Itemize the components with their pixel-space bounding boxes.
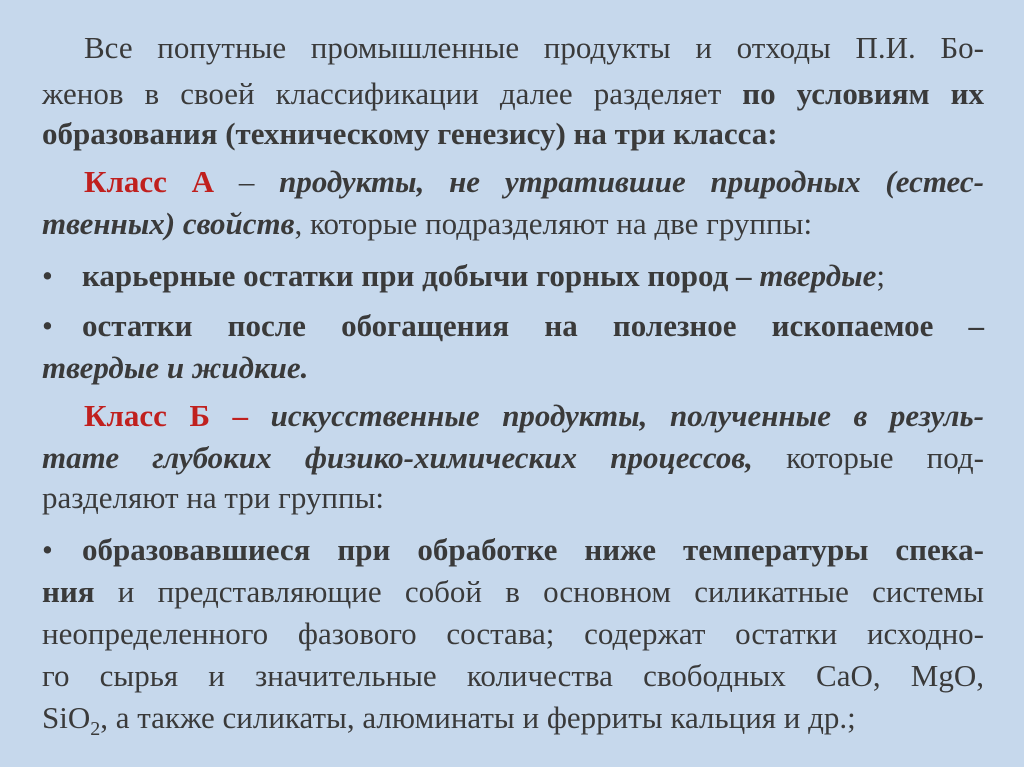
- bullet-symbol: •: [42, 532, 53, 567]
- bullet-text: образовавшиеся при обработке ниже температуры спека-: [82, 532, 984, 567]
- class-b-description: тате глубоких физико-химических процессов,: [42, 440, 753, 475]
- intro-emphasis: образования (техническому генезису) на три класса:: [42, 116, 778, 151]
- bullet-body: неопределенного фазового состава; содержат остатки исходно-: [42, 616, 984, 651]
- class-b-text: разделяют на три группы:: [42, 480, 385, 515]
- class-a-line-2: [42, 204, 984, 244]
- bullet-text: ния: [42, 574, 95, 609]
- class-b-description: искусственные продукты, полученные в резуль-: [248, 398, 984, 433]
- class-b-line-2: [42, 438, 984, 478]
- class-b-label: Класс Б –: [84, 398, 249, 433]
- intro-text: Все попутные промышленные продукты и отходы П.И. Бо-: [84, 30, 984, 65]
- intro-emphasis: по условиям их: [742, 76, 984, 111]
- intro-line-1: [84, 28, 984, 68]
- bullet-body: SiO: [42, 700, 91, 735]
- intro-line-2: [42, 74, 984, 114]
- bullet-b-1-line-1: [82, 530, 984, 570]
- bullet-a-2-line-2: [42, 348, 984, 388]
- class-a-dash: –: [214, 164, 280, 199]
- class-a-text: , которые подразделяют на две группы:: [294, 206, 813, 241]
- bullet-body: и представляющие собой в основном силикатные системы: [94, 574, 984, 609]
- class-b-text: которые под-: [752, 440, 984, 475]
- bullet-body: , а также силикаты, алюминаты и ферриты кальция и др.;: [100, 700, 856, 735]
- bullet-b-1-line-5: [42, 698, 984, 741]
- bullet-text: остатки после обогащения на полезное ископаемое –: [82, 308, 984, 343]
- bullet-emphasis: твердые: [759, 258, 877, 293]
- bullet-a-2-line-1: [82, 306, 984, 346]
- intro-text: женов в своей классификации далее разделяет: [42, 76, 743, 111]
- bullet-symbol: •: [42, 308, 53, 343]
- bullet-symbol: •: [42, 258, 53, 293]
- class-a-label: Класс А: [84, 164, 215, 199]
- bullet-body: го сырья и значительные количества свободных CaO, MgO,: [42, 658, 984, 693]
- bullet-emphasis: твердые и жидкие.: [42, 350, 309, 385]
- bullet-text: карьерные остатки при добычи горных пород –: [82, 258, 760, 293]
- class-a-description: продукты, не утратившие природных (естес-: [279, 164, 984, 199]
- bullet-a-1: [42, 256, 984, 296]
- class-a-line-1: [84, 162, 984, 202]
- class-b-line-1: [84, 396, 984, 436]
- class-a-description: твенных) свойств: [42, 206, 295, 241]
- bullet-b-1-line-3: [42, 614, 984, 654]
- subscript: 2: [90, 718, 101, 741]
- bullet-tail: ;: [876, 258, 886, 293]
- bullet-b-1-line-2: [42, 572, 984, 612]
- bullet-b-1-line-4: [42, 656, 984, 696]
- intro-line-3: [42, 114, 984, 154]
- class-b-line-3: [42, 478, 984, 518]
